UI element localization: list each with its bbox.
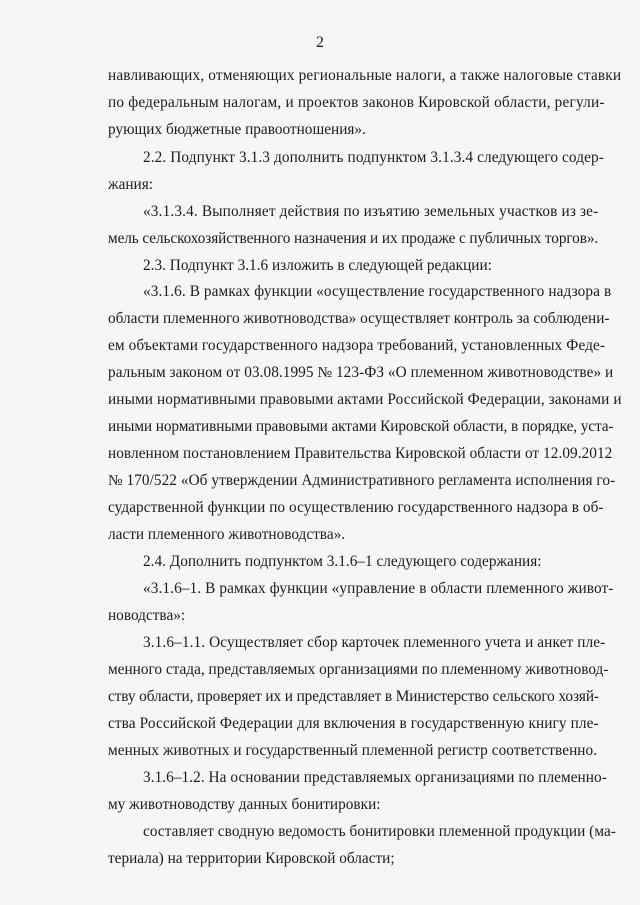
text-line: менного стада, представляемых организациями по племенному животновод- [108, 661, 609, 678]
text-line: «3.1.6. В рамках функции «осуществление государственного надзора в [143, 283, 612, 300]
page-number: 2 [316, 34, 324, 51]
text-line: жания: [108, 176, 154, 193]
text-line: 3.1.6–1.2. На основании представляемых организациями по племенно- [143, 769, 607, 786]
text-line: ем объектами государственного надзора требований, установленных Феде- [108, 337, 606, 354]
text-line: «3.1.3.4. Выполняет действия по изъятию земельных участков из зе- [143, 203, 599, 220]
text-line: области племенного животноводства» осуществляет контроль за соблюдени- [108, 310, 610, 327]
text-line: 2.4. Дополнить подпунктом 3.1.6–1 следующего содержания: [143, 553, 542, 570]
text-line: мель сельскохозяйственного назначения и их продаже с публичных торгов». [108, 230, 599, 247]
text-line: иными нормативными правовыми актами Кировской области, в порядке, уста- [108, 418, 614, 435]
text-line: новленном постановлением Правительства Кировской области от 12.09.2012 [108, 445, 613, 462]
text-line: навливающих, отменяющих региональные налоги, а также налоговые ставки [108, 67, 622, 84]
text-line: териала) на территории Кировской области; [108, 850, 395, 867]
text-line: сударственной функции по осуществлению государственного надзора в об- [108, 499, 604, 516]
text-line: иными нормативными правовыми актами Российской Федерации, законами и [108, 391, 622, 408]
text-line: ству области, проверяет их и представляет в Министерство сельского хозяй- [108, 688, 599, 705]
text-line: ласти племенного животноводства». [108, 526, 346, 543]
text-line: 3.1.6–1.1. Осуществляет сбор карточек племенного учета и анкет пле- [143, 634, 606, 651]
text-line: новодства»: [108, 607, 186, 624]
text-line: «3.1.6–1. В рамках функции «управление в области племенного живот- [143, 580, 614, 597]
text-line: ства Российской Федерации для включения в государственную книгу пле- [108, 715, 599, 732]
text-line: 2.3. Подпункт 3.1.6 изложить в следующей редакции: [143, 257, 492, 274]
text-line: 2.2. Подпункт 3.1.3 дополнить подпунктом 3.1.3.4 следующего содер- [143, 149, 604, 166]
text-line: № 170/522 «Об утверждении Административного регламента исполнения го- [108, 472, 616, 489]
text-line: рующих бюджетные правоотношения». [108, 121, 366, 138]
text-line: составляет сводную ведомость бонитировки племенной продукции (ма- [143, 823, 616, 840]
text-line: по федеральным налогам, и проектов законов Кировской области, регули- [108, 94, 605, 111]
text-line: менных животных и государственный племенной регистр соответственно. [108, 742, 598, 759]
text-line: му животноводству данных бонитировки: [108, 796, 381, 813]
text-line: ральным законом от 03.08.1995 № 123-ФЗ «О племенном животноводстве» и [108, 364, 614, 381]
